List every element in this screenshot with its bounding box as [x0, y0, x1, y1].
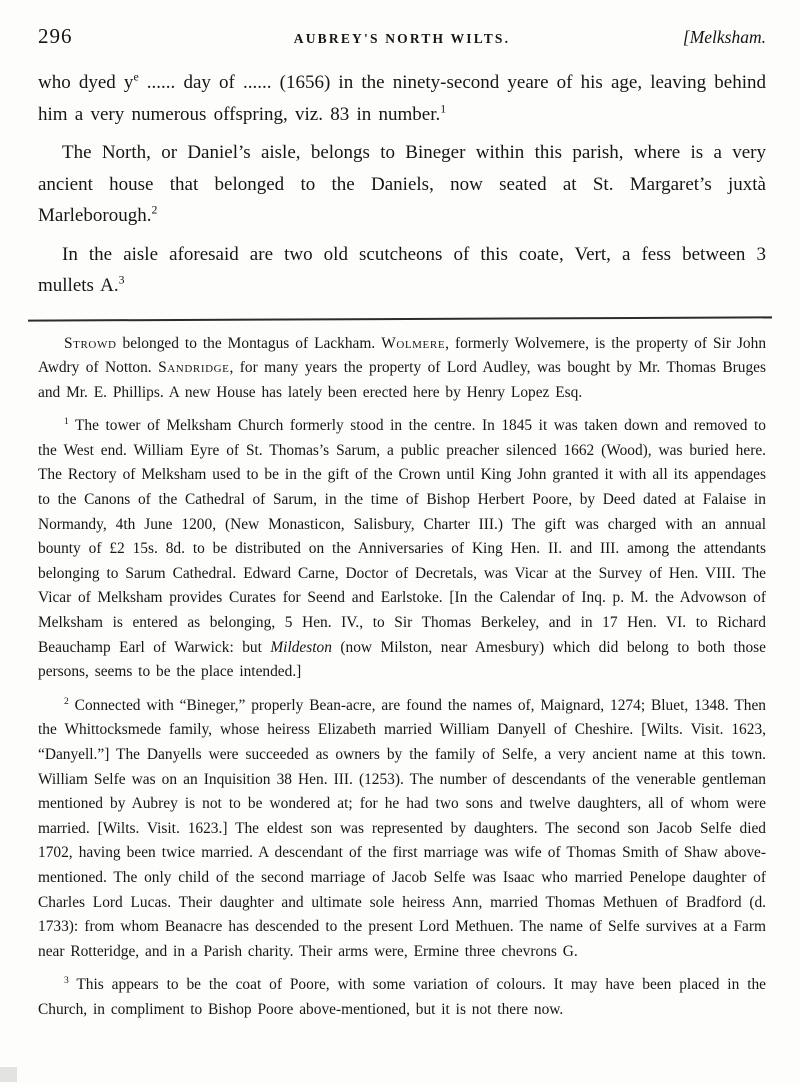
footnote-divider-rule [28, 316, 772, 321]
footnotes-section [38, 332, 766, 1023]
scan-artifact [0, 1067, 17, 1082]
page-header [38, 24, 766, 49]
footnote-continuation-paragraph: Strowd belonged to the Montagus of Lackham. Wolmere, formerly Wolvemere, is the property of Sir John Awdry of Notton. Sandridge, for many years the property of Lord Audley, was bought by Mr. Thomas Bruges and Mr. E. Phillips. A new House has lately been erected here by Henry Lopez Esq. [38, 334, 767, 401]
body-paragraph-2: The North, or Daniel’s aisle, belongs to Bineger within this parish, where is a very ancient house that belonged to the Daniels, now seated at St. Margaret’s juxtà Marleborough.$^2$ [38, 142, 766, 226]
page-number: 296 [38, 24, 73, 48]
running-title: AUBREY'S NORTH WILTS. [293, 31, 511, 46]
body-paragraph-3: In the aisle aforesaid are two old scutcheons of this coate, Vert, a fess between 3 mullets A.$^3$ [38, 243, 766, 296]
body-paragraph-1: who dyed $y^e$ ...... day of ...... (1656) in the ninety-second yeare of his age, leaving behind him a very numerous offspring, viz. 83 in number.$^1$ [38, 70, 766, 125]
page-body [38, 67, 766, 302]
running-head-section: [Melksham. [682, 27, 766, 47]
footnote-3: $^3$ This appears to be the coat of Poore, with some variation of colours. It may have been placed in the Church, in compliment to Bishop Poore above-mentioned, but it is not there now. [38, 975, 766, 1018]
footnote-1: $^1$ The tower of Melksham Church formerly stood in the centre. In 1845 it was taken down and removed to the West end. William Eyre of St. Thomas’s Sarum, a public preacher silenced 1662 (Wood), was buried here. The Rectory of Melksham used to be in the gift of the Crown until King John granted it with all its appendages to the Canons of the Cathedral of Sarum, in the time of Bishop Herbert Poore, by Deed dated at Falaise in Normandy, 4th June 1200, (New Monasticon, Salisbury, Charter III.) The gift was charged with an annual bounty of £2 15s. 8d. to be distributed on the Anniversaries of King Hen. II. and III. among the attendants belonging to Sarum Cathedral. Edward Carne, Doctor of Decretals, was Vicar at the Survey of Hen. VIII. The Vicar of Melksham provides Curates for Seend and Earlstoke. [In the Calendar of Inq. p. M. the Advowson of Melksham is entered as belonging, 5 Hen. IV., to Sir Thomas Berkeley, and in 17 Hen. VI. to Richard Beauchamp Earl of Warwick: but Mildeston (now Milston, near Amesbury) which did belong to both those persons, seems to be the place intended.] [38, 416, 766, 681]
footnote-2: $^2$ Connected with “Bineger,” properly Bean-acre, are found the names of, Maignard, 1274; Bluet, 1348. Then the Whittocksmede family, whose heiress Elizabeth married William Danyell of Cheshire. [Wilts. Visit. 1623, “Danyell.”] The Danyells were succeeded as owners by the family of Selfe, a very ancient name at this town. William Selfe was on an Inquisition 38 Hen. III. (1253). The number of descendants of the venerable gentleman mentioned by Aubrey is not to be wondered at; for he had two sons and twelve daughters, all of whom were married. [Wilts. Visit. 1623.] The eldest son was represented by daughters. The second son Jacob Selfe died 1702, having been twice married. A descendant of the first marriage was wife of Thomas Smith of Shaw above-mentioned. The only child of the second marriage of Jacob Selfe was Isaac who married Penelope daughter of Charles Lord Lucas. Their daughter and ultimate sole heiress Ann, married Thomas Methuen of Bradford (d. 1733): from whom Beanacre has descended to the present Lord Methuen. The name of Selfe survives at a Farm near Rotteridge, and in a Parish charity. Their arms were, Ermine three chevrons G. [38, 695, 766, 960]
